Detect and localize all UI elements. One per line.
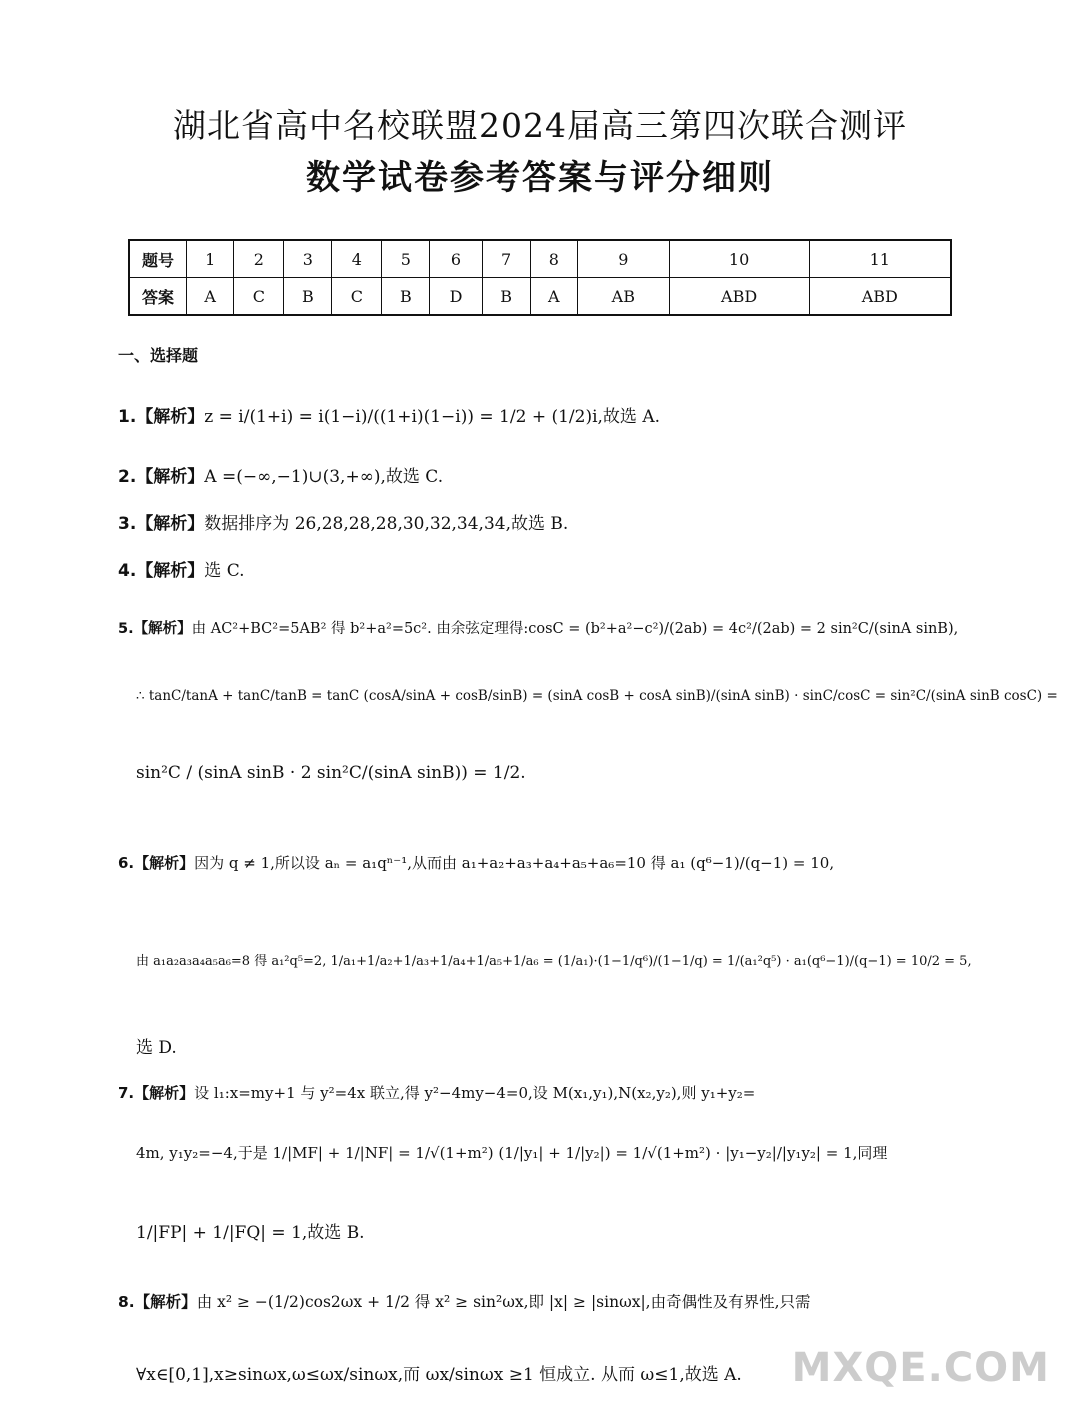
solution-7 [118, 1082, 755, 1103]
table-cell: 7 [482, 240, 530, 278]
table-cell: C [332, 278, 382, 316]
table-cell: C [234, 278, 284, 316]
solution-text: 数据排序为 26,28,28,28,30,32,34,34,故选 B. [204, 514, 569, 534]
solution-7-cont: 4m, y₁y₂=−4,于是 1/|MF| + 1/|NF| = 1/√(1+m²) (1/|y₁| + 1/|y₂|) = 1/√(1+m²) · |y₁−y₂|/|y₁y₂| = 1,同理 [136, 1144, 888, 1162]
document-title: 湖北省高中名校联盟2024届高三第四次联合测评 [173, 106, 907, 145]
solution-4 [118, 556, 245, 581]
solution-label: 2.【解析】 [118, 467, 205, 487]
table-cell: 6 [430, 240, 482, 278]
table-cell: 5 [382, 240, 430, 278]
solution-5 [118, 617, 958, 638]
solution-3 [118, 509, 568, 534]
solution-5-cont: sin²C / (sinA sinB · 2 sin²C/(sinA sinB)) = 1/2. [136, 763, 526, 783]
table-cell: B [284, 278, 332, 316]
table-cell: A [187, 278, 234, 316]
question-number-row [129, 240, 951, 278]
solution-6-cont: 由 a₁a₂a₃a₄a₅a₆=8 得 a₁²q⁵=2, 1/a₁+1/a₂+1/a₃+1/a₄+1/a₅+1/a₆ = (1/a₁)·(1−1/q⁶)/(1−1/q) = 1/(a₁²q⁵) · a₁(q⁶−1)/(q−1) = 10/2 = 5, [136, 954, 972, 969]
solution-text: 因为 q ≠ 1,所以设 aₙ = a₁qⁿ⁻¹,从而由 a₁+a₂+a₃+a₄+a₅+a₆=10 得 a₁ (q⁶−1)/(q−1) = 10, [194, 854, 835, 872]
solution-text: 由 AC²+BC²=5AB² 得 b²+a²=5c². 由余弦定理得:cosC = (b²+a²−c²)/(2ab) = 4c²/(2ab) = 2 sin²C/(sinA sinB), [191, 621, 959, 637]
table-cell: D [430, 278, 482, 316]
table-cell: B [382, 278, 430, 316]
table-cell: 1 [187, 240, 234, 278]
solution-1 [118, 402, 660, 427]
row-header: 答案 [129, 278, 187, 316]
table-cell: AB [578, 278, 670, 316]
table-cell: 8 [530, 240, 577, 278]
solution-5-cont: ∴ tanC/tanA + tanC/tanB = tanC (cosA/sinA + cosB/sinB) = (sinA cosB + cosA sinB)/(sinA sinB) · sinC/cosC = sin²C/(sinA sinB cosC) = [136, 688, 1058, 704]
solution-label: 5.【解析】 [118, 621, 192, 637]
row-header: 题号 [129, 240, 187, 278]
answer-table [128, 239, 952, 316]
solution-text: 选 C. [204, 561, 245, 581]
watermark-logo: MXQE.COM [791, 1345, 1050, 1391]
table-cell: ABD [669, 278, 809, 316]
solution-label: 6.【解析】 [118, 854, 195, 872]
table-cell: 2 [234, 240, 284, 278]
section-heading: 一、选择题 [118, 346, 199, 365]
solution-label: 1.【解析】 [118, 407, 205, 427]
solution-text: 设 l₁:x=my+1 与 y²=4x 联立,得 y²−4my−4=0,设 M(x₁,y₁),N(x₂,y₂),则 y₁+y₂= [194, 1084, 756, 1102]
solution-8-cont: ∀x∈[0,1],x≥sinωx,ω≤ωx/sinωx,而 ωx/sinωx ≥1 恒成立. 从而 ω≤1,故选 A. [136, 1365, 742, 1385]
table-cell: ABD [809, 278, 951, 316]
table-cell: B [482, 278, 530, 316]
document-subtitle: 数学试卷参考答案与评分细则 [306, 158, 774, 198]
solution-7-cont: 1/|FP| + 1/|FQ| = 1,故选 B. [136, 1223, 365, 1243]
solution-text: A =(−∞,−1)∪(3,+∞),故选 C. [204, 467, 444, 487]
solution-label: 3.【解析】 [118, 514, 205, 534]
solution-text: 由 x² ≥ −(1/2)cos2ωx + 1/2 得 x² ≥ sin²ωx,即 |x| ≥ |sinωx|,由奇偶性及有界性,只需 [196, 1293, 811, 1311]
solution-text: z = i/(1+i) = i(1−i)/((1+i)(1−i)) = 1/2 + (1/2)i,故选 A. [204, 407, 661, 427]
table-cell: 3 [284, 240, 332, 278]
table-cell: 9 [578, 240, 670, 278]
solution-2 [118, 462, 443, 487]
table-cell: 11 [809, 240, 951, 278]
table-cell: 4 [332, 240, 382, 278]
solution-label: 4.【解析】 [118, 561, 205, 581]
table-cell: 10 [669, 240, 809, 278]
answer-row [129, 278, 951, 316]
table-cell: A [530, 278, 577, 316]
solution-label: 8.【解析】 [118, 1293, 197, 1311]
solution-8 [118, 1290, 811, 1312]
solution-6-cont: 选 D. [136, 1038, 177, 1058]
solution-6 [118, 852, 834, 873]
solution-label: 7.【解析】 [118, 1084, 195, 1102]
